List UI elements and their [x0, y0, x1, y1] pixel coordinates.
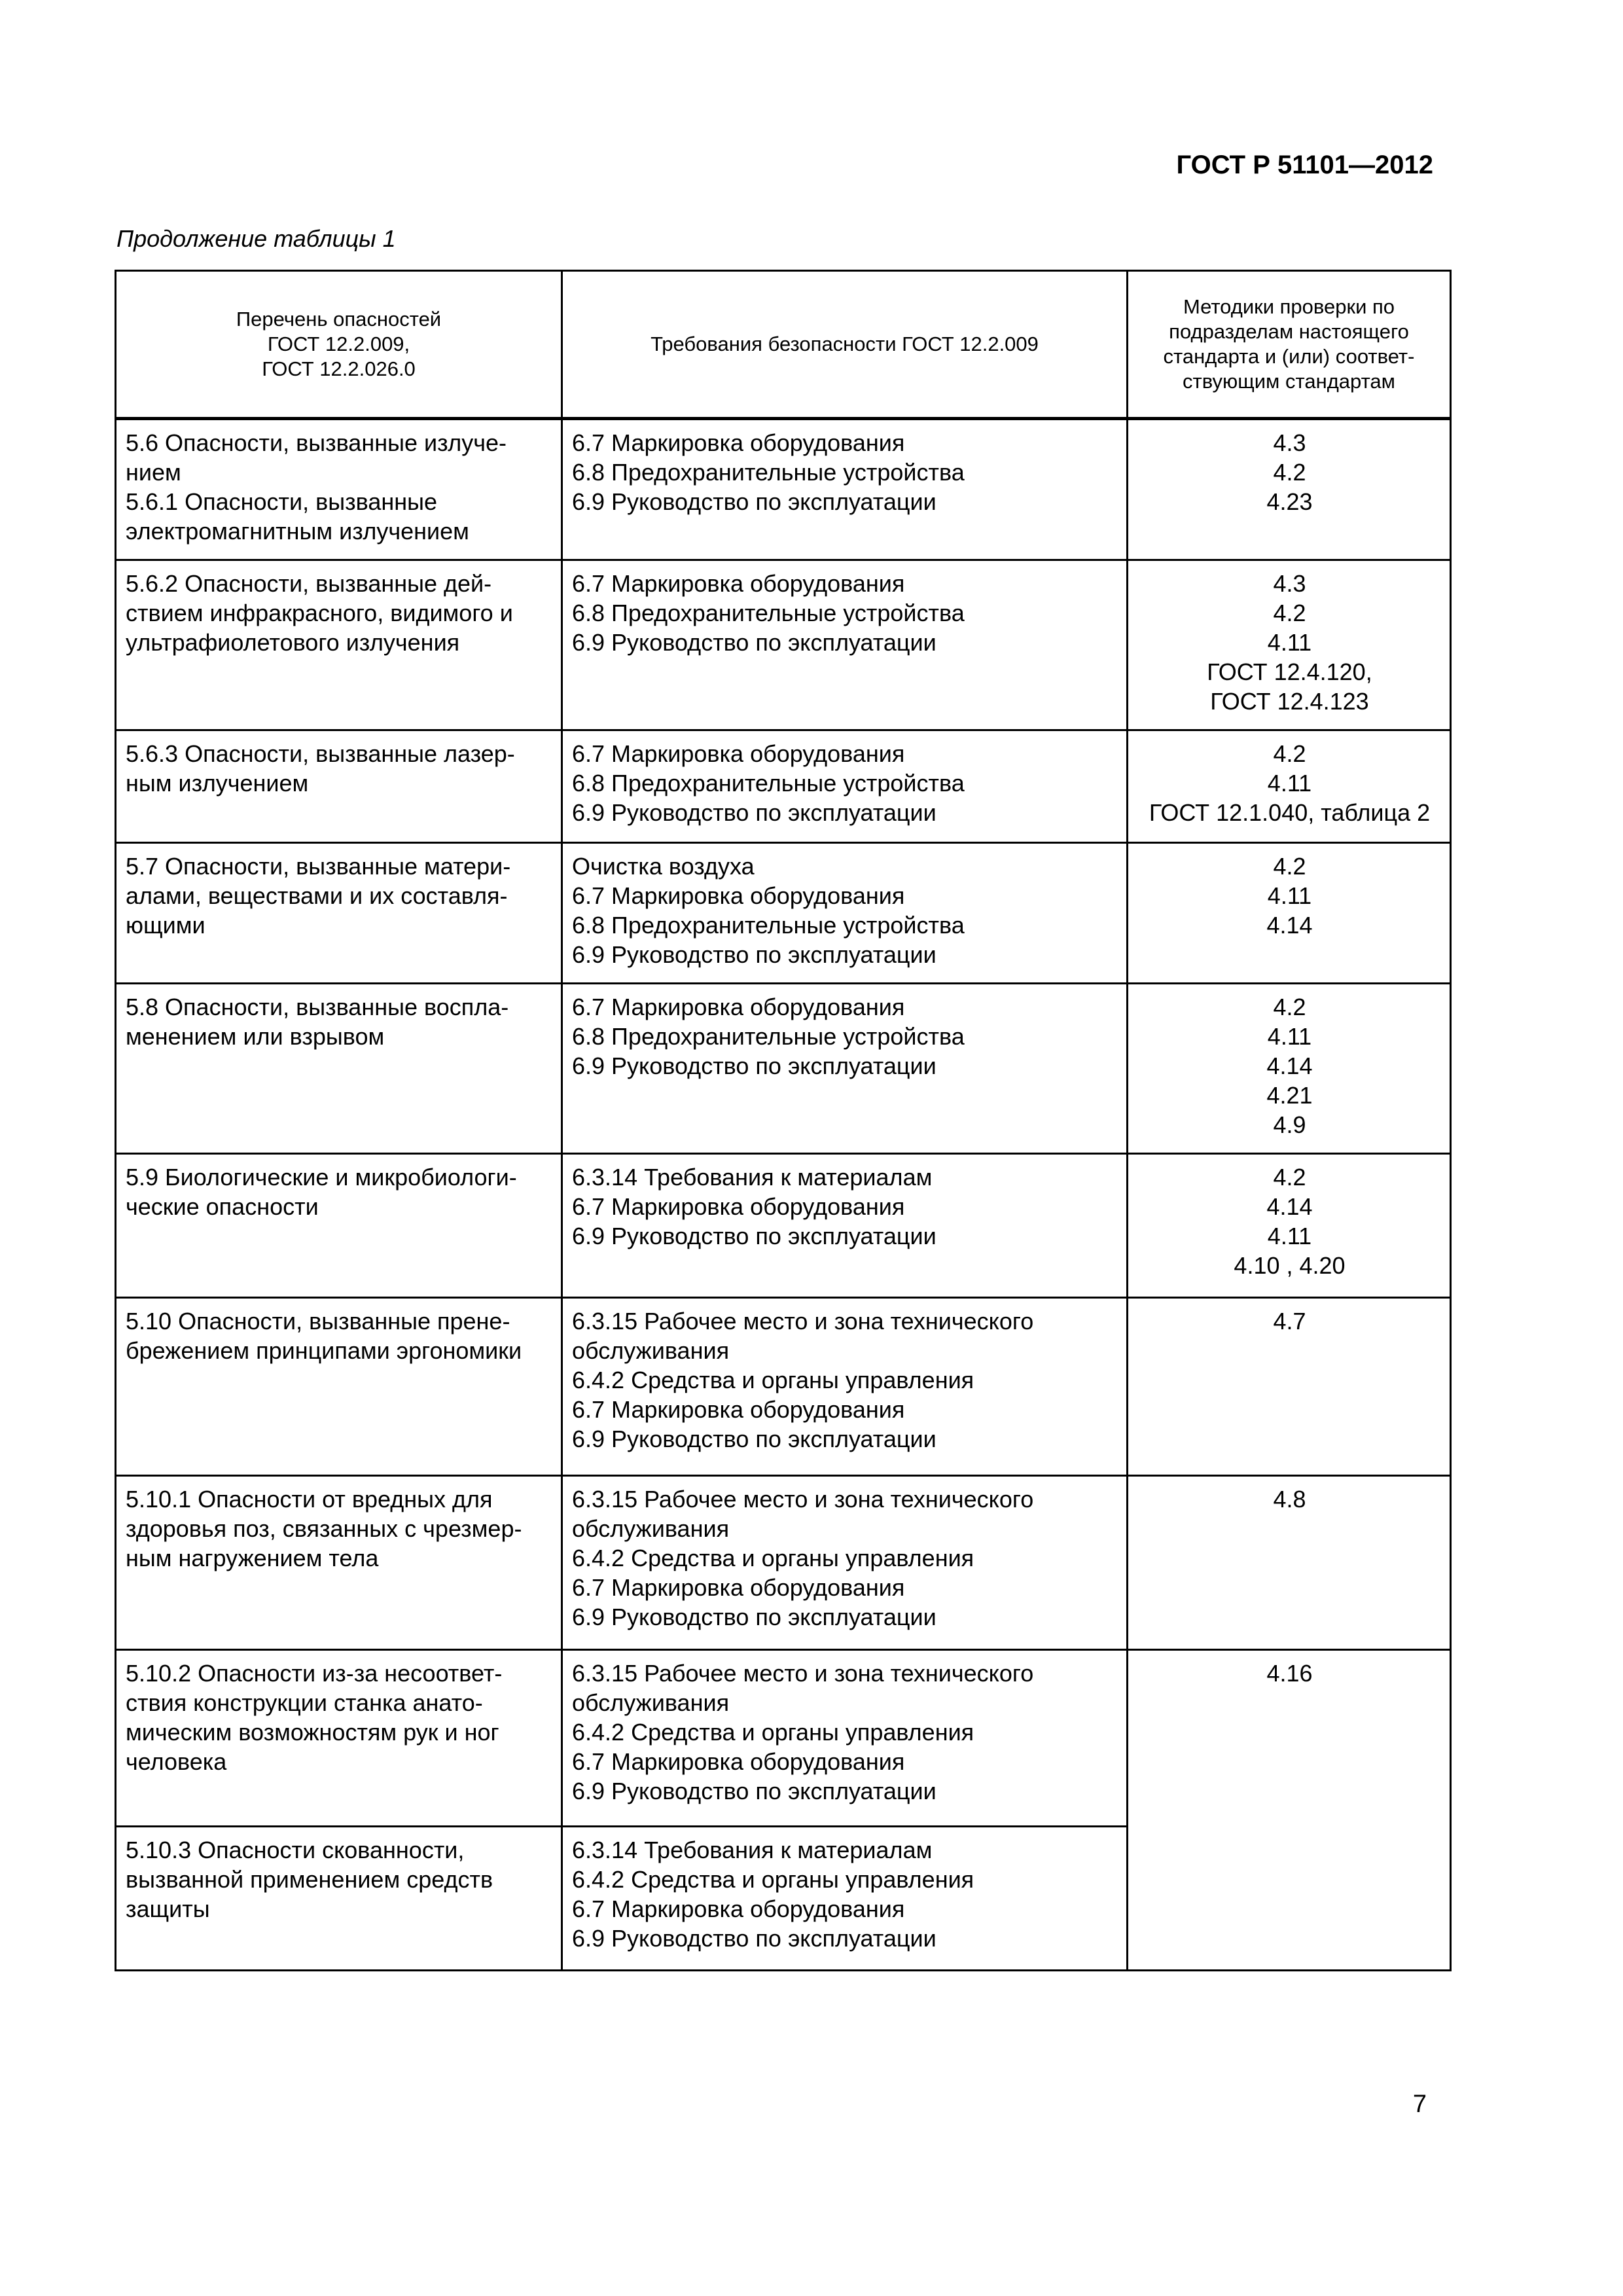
- methods-cell-line: 4.9: [1273, 1111, 1306, 1138]
- requirements-cell-line: 6.7 Маркировка оборудования: [572, 1193, 905, 1220]
- requirements-cell-line: 6.9 Руководство по эксплуатации: [572, 1778, 936, 1804]
- hazard-cell: [116, 1154, 562, 1298]
- methods-cell-line: 4.11: [1267, 882, 1312, 909]
- requirements-cell-line: 6.7 Маркировка оборудования: [572, 1748, 905, 1775]
- hazard-cell-line: 5.6.1 Опасности, вызванные: [126, 488, 437, 515]
- hazard-cell-line: 5.6.2 Опасности, вызванные дей-: [126, 570, 492, 597]
- requirements-cell-line: 6.8 Предохранительные устройства: [572, 912, 965, 939]
- methods-cell-line: 4.8: [1273, 1486, 1306, 1513]
- hazard-cell-line: 5.10.1 Опасности от вредных для: [126, 1486, 493, 1513]
- methods-cell: [1128, 1476, 1451, 1650]
- hazard-cell-line: мическим возможностям рук и ног: [126, 1719, 499, 1746]
- header-methods: [1128, 271, 1451, 419]
- table-body: [116, 419, 1451, 1971]
- methods-cell-line: ГОСТ 12.1.040, таблица 2: [1149, 799, 1431, 826]
- methods-cell: [1128, 843, 1451, 984]
- requirements-cell-line: 6.7 Маркировка оборудования: [572, 882, 905, 909]
- requirements-cell-line: 6.7 Маркировка оборудования: [572, 1396, 905, 1423]
- requirements-cell-line: 6.3.14 Требования к материалам: [572, 1164, 933, 1191]
- methods-cell: [1128, 1650, 1451, 1971]
- methods-cell-line: 4.2: [1273, 740, 1306, 767]
- methods-cell-line: ГОСТ 12.4.120,: [1207, 658, 1372, 685]
- hazard-cell-line: 5.6 Опасности, вызванные излуче-: [126, 429, 507, 456]
- hazard-cell: [116, 1827, 562, 1971]
- hazard-cell-line: ультрафиолетового излучения: [126, 629, 460, 656]
- methods-cell-line: 4.11: [1267, 629, 1312, 656]
- hazard-cell-line: ющими: [126, 912, 205, 939]
- table-row: [116, 1476, 1451, 1650]
- requirements-cell: [562, 1476, 1128, 1650]
- hazard-cell-line: 5.10 Опасности, вызванные прене-: [126, 1308, 510, 1335]
- methods-cell: [1128, 419, 1451, 560]
- header-text-line: ГОСТ 12.2.009,: [267, 332, 410, 355]
- header-requirements: [562, 271, 1128, 419]
- header-text-line: подразделам настоящего: [1169, 320, 1409, 343]
- requirements-cell-line: 6.9 Руководство по эксплуатации: [572, 1426, 936, 1452]
- hazard-cell-line: ческие опасности: [126, 1193, 319, 1220]
- header-text-line: Требования безопасности ГОСТ 12.2.009: [651, 332, 1039, 355]
- requirements-cell-line: 6.7 Маркировка оборудования: [572, 429, 905, 456]
- table-row: [116, 730, 1451, 843]
- hazard-cell-line: 5.10.3 Опасности скованности,: [126, 1837, 465, 1863]
- header-text-line: Методики проверки по: [1183, 295, 1395, 318]
- hazard-cell-line: ным излучением: [126, 770, 309, 797]
- methods-cell-line: 4.7: [1273, 1308, 1306, 1335]
- requirements-cell-line: 6.4.2 Средства и органы управления: [572, 1367, 974, 1393]
- methods-cell: [1128, 560, 1451, 730]
- methods-cell-line: 4.2: [1273, 853, 1306, 880]
- header-text-line: Перечень опасностей: [236, 308, 442, 331]
- methods-cell-line: 4.2: [1273, 600, 1306, 626]
- requirements-cell-line: 6.8 Предохранительные устройства: [572, 1023, 965, 1050]
- hazard-cell-line: ствием инфракрасного, видимого и: [126, 600, 513, 626]
- requirements-cell-line: 6.9 Руководство по эксплуатации: [572, 1223, 936, 1249]
- requirements-cell-line: 6.9 Руководство по эксплуатации: [572, 1925, 936, 1952]
- methods-cell-line: 4.3: [1273, 429, 1306, 456]
- requirements-cell-line: 6.3.15 Рабочее место и зона технического: [572, 1308, 1034, 1335]
- requirements-cell-line: 6.9 Руководство по эксплуатации: [572, 629, 936, 656]
- hazard-cell: [116, 560, 562, 730]
- hazard-cell-line: 5.6.3 Опасности, вызванные лазер-: [126, 740, 515, 767]
- hazard-cell-line: электромагнитным излучением: [126, 518, 469, 545]
- requirements-cell-line: 6.9 Руководство по эксплуатации: [572, 941, 936, 968]
- document-code: ГОСТ Р 51101—2012: [1176, 151, 1433, 179]
- requirements-cell-line: 6.4.2 Средства и органы управления: [572, 1866, 974, 1893]
- hazard-cell-line: ствия конструкции станка анато-: [126, 1689, 483, 1716]
- methods-cell: [1128, 730, 1451, 843]
- hazard-cell-line: ным нагружением тела: [126, 1545, 379, 1571]
- methods-cell-line: 4.23: [1266, 488, 1313, 515]
- requirements-cell-line: 6.4.2 Средства и органы управления: [572, 1719, 974, 1746]
- table-row: [116, 843, 1451, 984]
- requirements-cell-line: 6.8 Предохранительные устройства: [572, 770, 965, 797]
- requirements-cell-line: 6.8 Предохранительные устройства: [572, 600, 965, 626]
- requirements-cell: [562, 1650, 1128, 1827]
- requirements-cell-line: 6.9 Руководство по эксплуатации: [572, 799, 936, 826]
- table-header-row: [116, 271, 1451, 419]
- requirements-cell: [562, 419, 1128, 560]
- table-row: [116, 1154, 1451, 1298]
- requirements-cell-line: обслуживания: [572, 1689, 730, 1716]
- methods-cell-line: 4.2: [1273, 1164, 1306, 1191]
- methods-cell-line: 4.21: [1266, 1082, 1313, 1109]
- header-text-line: ствующим стандартам: [1183, 370, 1395, 393]
- requirements-cell: [562, 843, 1128, 984]
- requirements-cell-line: 6.4.2 Средства и органы управления: [572, 1545, 974, 1571]
- hazard-cell-line: 5.10.2 Опасности из-за несоответ-: [126, 1660, 503, 1687]
- hazard-cell-line: 5.9 Биологические и микробиологи-: [126, 1164, 517, 1191]
- requirements-cell-line: 6.3.15 Рабочее место и зона технического: [572, 1486, 1034, 1513]
- requirements-cell: [562, 1298, 1128, 1476]
- methods-cell-line: 4.14: [1266, 1052, 1313, 1079]
- header-text-line: ГОСТ 12.2.026.0: [262, 357, 416, 380]
- hazard-cell-line: 5.7 Опасности, вызванные матери-: [126, 853, 511, 880]
- header-text-line: стандарта и (или) соответ-: [1163, 345, 1415, 368]
- methods-cell-line: ГОСТ 12.4.123: [1210, 688, 1369, 715]
- hazard-cell: [116, 730, 562, 843]
- requirements-cell-line: 6.3.15 Рабочее место и зона технического: [572, 1660, 1034, 1687]
- hazard-cell-line: вызванной применением средств: [126, 1866, 493, 1893]
- hazard-cell: [116, 1650, 562, 1827]
- requirements-cell-line: 6.7 Маркировка оборудования: [572, 570, 905, 597]
- methods-cell-line: 4.14: [1266, 912, 1313, 939]
- methods-cell-line: 4.3: [1273, 570, 1306, 597]
- requirements-cell-line: 6.7 Маркировка оборудования: [572, 1574, 905, 1601]
- hazard-cell: [116, 1476, 562, 1650]
- table-row: [116, 984, 1451, 1154]
- hazard-cell-line: менением или взрывом: [126, 1023, 385, 1050]
- table-row: [116, 560, 1451, 730]
- hazard-table: [115, 270, 1452, 1971]
- requirements-cell-line: 6.8 Предохранительные устройства: [572, 459, 965, 486]
- page-number: 7: [1412, 2090, 1427, 2118]
- header-hazards: [116, 271, 562, 419]
- hazard-cell-line: брежением принципами эргономики: [126, 1337, 522, 1364]
- requirements-cell: [562, 560, 1128, 730]
- table-row: [116, 1650, 1451, 1827]
- hazard-cell: [116, 1298, 562, 1476]
- hazard-cell-line: нием: [126, 459, 181, 486]
- methods-cell-line: 4.11: [1267, 1223, 1312, 1249]
- requirements-cell-line: 6.7 Маркировка оборудования: [572, 740, 905, 767]
- methods-cell-line: 4.11: [1267, 1023, 1312, 1050]
- hazard-cell: [116, 984, 562, 1154]
- table-continuation-label: Продолжение таблицы 1: [116, 225, 396, 252]
- methods-cell: [1128, 1298, 1451, 1476]
- requirements-cell: [562, 1154, 1128, 1298]
- methods-cell-line: 4.11: [1267, 770, 1312, 797]
- table-row: [116, 419, 1451, 560]
- table-row: [116, 1298, 1451, 1476]
- methods-cell: [1128, 984, 1451, 1154]
- requirements-cell-line: Очистка воздуха: [572, 853, 755, 880]
- requirements-cell-line: 6.9 Руководство по эксплуатации: [572, 1604, 936, 1630]
- requirements-cell: [562, 984, 1128, 1154]
- hazard-cell: [116, 419, 562, 560]
- requirements-cell-line: обслуживания: [572, 1515, 730, 1542]
- hazard-cell-line: здоровья поз, связанных с чрезмер-: [126, 1515, 522, 1542]
- requirements-cell-line: 6.7 Маркировка оборудования: [572, 1895, 905, 1922]
- requirements-cell-line: 6.7 Маркировка оборудования: [572, 994, 905, 1020]
- hazard-cell-line: человека: [126, 1748, 227, 1775]
- requirements-cell-line: 6.3.14 Требования к материалам: [572, 1837, 933, 1863]
- methods-cell-line: 4.14: [1266, 1193, 1313, 1220]
- methods-cell-line: 4.16: [1266, 1660, 1313, 1687]
- requirements-cell: [562, 730, 1128, 843]
- hazard-cell-line: алами, веществами и их составля-: [126, 882, 508, 909]
- requirements-cell-line: 6.9 Руководство по эксплуатации: [572, 1052, 936, 1079]
- hazard-cell-line: защиты: [126, 1895, 210, 1922]
- methods-cell-line: 4.2: [1273, 994, 1306, 1020]
- hazard-cell-line: 5.8 Опасности, вызванные воспла-: [126, 994, 509, 1020]
- requirements-cell-line: 6.9 Руководство по эксплуатации: [572, 488, 936, 515]
- methods-cell-line: 4.2: [1273, 459, 1306, 486]
- methods-cell-line: 4.10 , 4.20: [1234, 1252, 1346, 1279]
- hazard-cell: [116, 843, 562, 984]
- requirements-cell: [562, 1827, 1128, 1971]
- requirements-cell-line: обслуживания: [572, 1337, 730, 1364]
- methods-cell: [1128, 1154, 1451, 1298]
